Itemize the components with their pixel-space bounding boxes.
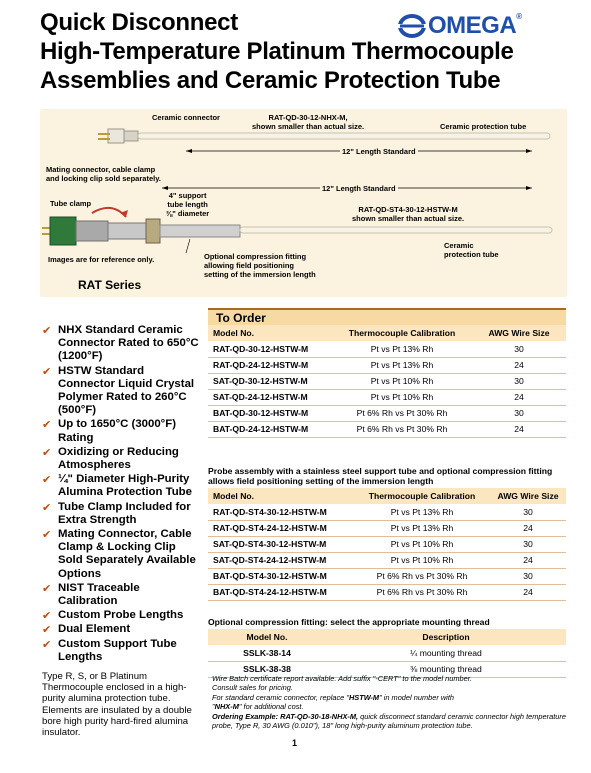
note-text: For standard ceramic connector, replace " xyxy=(212,692,349,702)
title-line: High-Temperature Platinum Thermocouple xyxy=(40,38,514,65)
mating-note-line: Mating connector, cable clamp xyxy=(46,165,156,174)
column-header: Model No. xyxy=(208,325,332,341)
ceramic-tube-bottom xyxy=(240,227,552,233)
compression-table xyxy=(208,629,566,678)
checkmark-icon: ✔ xyxy=(42,474,52,487)
ceramic-connector-shape xyxy=(108,129,124,143)
column-header: AWG Wire Size xyxy=(472,325,566,341)
page-number: 1 xyxy=(292,738,298,748)
awg-cell: 24 xyxy=(490,552,566,568)
calibration-cell: Pt vs Pt 10% Rh xyxy=(354,536,490,552)
note-text: " in model number with xyxy=(379,692,454,702)
length-standard-bottom: 12" Length Standard xyxy=(322,184,396,193)
table-row xyxy=(208,552,566,568)
table-row xyxy=(208,520,566,536)
support-note-line: 4" support xyxy=(168,191,207,200)
description-cell: ⅜ mounting thread xyxy=(326,661,566,677)
mating-connector-note xyxy=(46,165,161,183)
feature-text: NHX Standard Ceramic Connector Rated to 650°C (1200°F) xyxy=(58,324,199,363)
support-tube-label xyxy=(166,191,209,218)
table-row xyxy=(208,584,566,600)
note-emphasis: NHX-M xyxy=(214,702,239,712)
ceramic-tube-bottom-label xyxy=(444,241,499,259)
note-line xyxy=(212,702,570,711)
table-row xyxy=(208,405,566,421)
feature-item xyxy=(42,638,202,664)
model-cell: SAT-QD-30-12-HSTW-M xyxy=(208,373,332,389)
calibration-cell: Pt vs Pt 13% Rh xyxy=(354,504,490,520)
probe-table xyxy=(208,488,566,601)
feature-text: Custom Support Tube Lengths xyxy=(58,637,177,663)
feature-text: Up to 1650°C (3000°F) Rating xyxy=(58,418,176,444)
feature-item xyxy=(42,473,202,499)
calibration-cell: Pt 6% Rh vs Pt 30% Rh xyxy=(332,421,472,437)
omega-logo-icon xyxy=(398,14,426,38)
checkmark-icon: ✔ xyxy=(42,501,52,514)
model-label-top xyxy=(252,113,364,131)
tube-clamp-label: Tube clamp xyxy=(50,199,92,208)
checkmark-icon: ✔ xyxy=(42,365,52,378)
awg-cell: 24 xyxy=(490,584,566,600)
feature-item xyxy=(42,501,202,527)
calibration-cell: Pt vs Pt 13% Rh xyxy=(354,520,490,536)
ceramic-tube-bottom-line: protection tube xyxy=(444,250,499,259)
series-label: RAT Series xyxy=(78,278,142,292)
awg-cell: 30 xyxy=(472,405,566,421)
awg-cell: 24 xyxy=(472,357,566,373)
awg-cell: 24 xyxy=(472,421,566,437)
awg-cell: 30 xyxy=(490,504,566,520)
calibration-cell: Pt 6% Rh vs Pt 30% Rh xyxy=(354,568,490,584)
table-row xyxy=(208,504,566,520)
model-cell: SSLK-38-14 xyxy=(208,645,326,661)
calibration-cell: Pt 6% Rh vs Pt 30% Rh xyxy=(354,584,490,600)
ordering-label: Ordering Example: RAT-QD-30-18-NHX-M, xyxy=(212,711,359,721)
checkmark-icon: ✔ xyxy=(42,610,52,623)
feature-item xyxy=(42,528,202,581)
order-table xyxy=(208,325,566,438)
checkmark-icon: ✔ xyxy=(42,419,52,432)
awg-cell: 30 xyxy=(490,568,566,584)
calibration-cell: Pt vs Pt 13% Rh xyxy=(332,341,472,357)
support-note-line: tube length xyxy=(167,200,208,209)
feature-text: Mating Connector, Cable Clamp & Locking Clip Sold Separately Available Options xyxy=(58,528,196,580)
omega-logo xyxy=(398,12,558,40)
feature-text: Dual Element xyxy=(58,623,131,636)
column-header: Model No. xyxy=(208,629,326,645)
registered-mark: ® xyxy=(516,12,522,21)
model-label-top-line: shown smaller than actual size. xyxy=(252,122,365,131)
checkmark-icon: ✔ xyxy=(42,446,52,459)
checkmark-icon: ✔ xyxy=(42,325,52,337)
feature-text: Tube Clamp Included for Extra Strength xyxy=(58,500,191,526)
model-cell: RAT-QD-24-12-HSTW-M xyxy=(208,357,332,373)
awg-cell: 24 xyxy=(490,520,566,536)
footnotes xyxy=(212,674,570,730)
note-line: Wire Batch certificate report available. Add suffix "-CERT" to the model number. xyxy=(212,674,472,683)
feature-item xyxy=(42,365,202,418)
table-row xyxy=(208,568,566,584)
table-header-row xyxy=(208,629,566,645)
column-header: Description xyxy=(326,629,566,645)
support-tube-shape xyxy=(160,225,240,237)
note-line: Consult sales for pricing. xyxy=(212,683,293,693)
model-cell: BAT-QD-30-12-HSTW-M xyxy=(208,405,332,421)
feature-text: Oxidizing or Reducing Atmospheres xyxy=(58,445,179,472)
table-row xyxy=(208,645,566,661)
table-row xyxy=(208,421,566,437)
optional-note-line: Optional compression fitting xyxy=(204,252,307,261)
calibration-cell: Pt 6% Rh vs Pt 30% Rh xyxy=(332,405,472,421)
model-cell: SSLK-38-38 xyxy=(208,661,326,677)
feature-text: NIST Traceable Calibration xyxy=(58,581,140,608)
note-text: " xyxy=(212,702,215,712)
model-cell: BAT-QD-ST4-24-12-HSTW-M xyxy=(208,584,354,600)
model-cell: BAT-QD-ST4-30-12-HSTW-M xyxy=(208,568,354,584)
product-image xyxy=(40,109,567,297)
optional-note-line: allowing field positioning xyxy=(204,261,294,270)
awg-cell: 24 xyxy=(472,389,566,405)
checkmark-icon: ✔ xyxy=(42,529,52,542)
model-cell: SAT-QD-ST4-30-12-HSTW-M xyxy=(208,536,354,552)
title-line: Quick Disconnect xyxy=(40,9,238,36)
compression-section xyxy=(208,629,566,678)
column-header: Model No. xyxy=(208,488,354,504)
table-header-row xyxy=(208,325,566,341)
calibration-cell: Pt vs Pt 10% Rh xyxy=(332,389,472,405)
checkmark-icon: ✔ xyxy=(42,624,52,637)
feature-text: Custom Probe Lengths xyxy=(58,609,184,622)
feature-text: HSTW Standard Connector Liquid Crystal Polymer Rated to 260°C (500°F) xyxy=(58,364,195,417)
probe-section xyxy=(208,488,566,601)
feature-item xyxy=(42,446,202,472)
ceramic-tube-top-label: Ceramic protection tube xyxy=(440,122,527,131)
checkmark-icon: ✔ xyxy=(42,638,52,651)
feature-item xyxy=(42,609,202,622)
ceramic-tube-bottom-line: Ceramic xyxy=(444,241,474,250)
note-line xyxy=(212,693,570,702)
column-header: AWG Wire Size xyxy=(490,488,566,504)
feature-item xyxy=(42,623,202,636)
optional-fitting-note xyxy=(204,252,316,279)
ordering-example xyxy=(212,712,570,731)
support-note-line: ⅜" diameter xyxy=(166,209,210,218)
calibration-cell: Pt vs Pt 10% Rh xyxy=(354,552,490,568)
model-label-bottom-line: RAT-QD-ST4-30-12-HSTW-M xyxy=(358,205,458,214)
logo-text: OMEGA xyxy=(428,12,517,39)
model-cell: SAT-QD-24-12-HSTW-M xyxy=(208,389,332,405)
model-label-top-line: RAT-QD-30-12-NHX-M, xyxy=(268,113,348,122)
product-description: Type R, S, or B Platinum Thermocouple enclosed in a high-purity alumina protection tube. Elements are insulated by a double bore high purity hard-fired alumina insulator. xyxy=(42,671,192,739)
calibration-cell: Pt vs Pt 10% Rh xyxy=(332,373,472,389)
awg-cell: 30 xyxy=(472,341,566,357)
column-header: Thermocouple Calibration xyxy=(332,325,472,341)
ceramic-tube-top xyxy=(138,133,550,139)
model-cell: SAT-QD-ST4-24-12-HSTW-M xyxy=(208,552,354,568)
checkmark-icon: ✔ xyxy=(42,582,52,595)
model-cell: RAT-QD-ST4-30-12-HSTW-M xyxy=(208,504,354,520)
feature-item xyxy=(42,324,202,364)
model-label-bottom-line: shown smaller than actual size. xyxy=(352,214,465,223)
table-row xyxy=(208,536,566,552)
feature-text: ¼" Diameter High-Purity Alumina Protection Tube xyxy=(58,473,192,499)
model-cell: RAT-QD-ST4-24-12-HSTW-M xyxy=(208,520,354,536)
column-header: Thermocouple Calibration xyxy=(354,488,490,504)
table-row xyxy=(208,373,566,389)
table-row xyxy=(208,357,566,373)
feature-list xyxy=(42,324,202,665)
model-label-bottom xyxy=(352,205,464,223)
awg-cell: 30 xyxy=(472,373,566,389)
model-cell: BAT-QD-24-12-HSTW-M xyxy=(208,421,332,437)
reference-note: Images are for reference only. xyxy=(48,255,155,264)
order-heading: To Order xyxy=(208,308,566,325)
compression-caption: Optional compression fitting: select the appropriate mounting thread xyxy=(208,617,490,627)
title-line: Assemblies and Ceramic Protection Tube xyxy=(40,67,501,94)
probe-caption: Probe assembly with a stainless steel support tube and optional compression fitting allows field positioning setting of the immersion length xyxy=(208,466,553,486)
awg-cell: 30 xyxy=(490,536,566,552)
note-emphasis: HSTW-M xyxy=(348,692,380,702)
mating-note-line: and locking clip sold separately. xyxy=(46,174,161,183)
feature-item xyxy=(42,582,202,608)
model-cell: RAT-QD-30-12-HSTW-M xyxy=(208,341,332,357)
order-section xyxy=(208,308,566,438)
table-row xyxy=(208,341,566,357)
table-row xyxy=(208,389,566,405)
feature-item xyxy=(42,418,202,444)
note-text: " for additional cost. xyxy=(238,702,304,712)
length-standard-top: 12" Length Standard xyxy=(342,147,416,156)
description-cell: ¼ mounting thread xyxy=(326,645,566,661)
green-connector-shape xyxy=(50,217,76,245)
ordering-text: quick disconnect standard ceramic connector high temperature probe, Type R, 30 AWG (0.010"), 18" long high-purity aluminum protection tube. xyxy=(212,711,566,731)
calibration-cell: Pt vs Pt 13% Rh xyxy=(332,357,472,373)
table-header-row xyxy=(208,488,566,504)
optional-note-line: setting of the immersion length xyxy=(204,270,316,279)
ceramic-connector-label: Ceramic connector xyxy=(152,113,220,122)
